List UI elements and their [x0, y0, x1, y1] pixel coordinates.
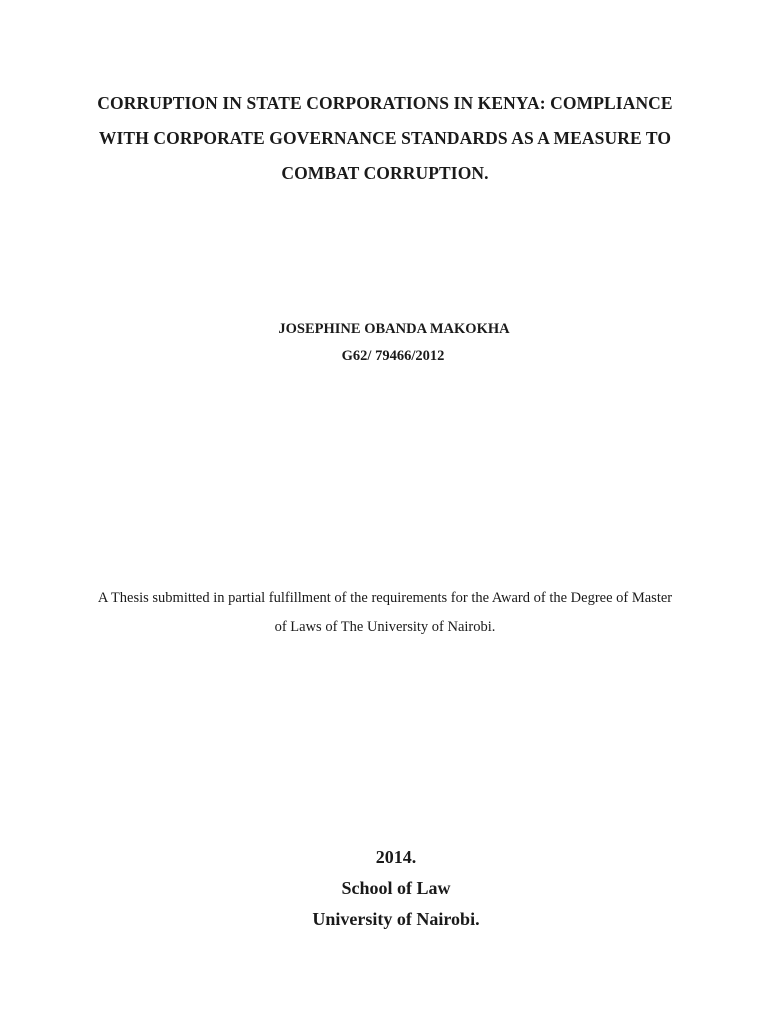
- school-name: School of Law: [341, 878, 451, 898]
- submission-statement: [80, 584, 690, 642]
- submission-year: 2014.: [375, 847, 417, 867]
- submission-statement-line-1: A Thesis submitted in partial fulfillment of the requirements for the Award of the Degree of Master: [97, 590, 673, 606]
- registration-number: G62/ 79466/2012: [341, 348, 445, 364]
- thesis-title-line-2: WITH CORPORATE GOVERNANCE STANDARDS AS A MEASURE TO: [98, 128, 672, 148]
- submission-statement-line-2: of Laws of The University of Nairobi.: [274, 619, 496, 635]
- thesis-title: [60, 86, 710, 191]
- thesis-title-line-3: COMBAT CORRUPTION.: [281, 163, 489, 183]
- university-name: University of Nairobi.: [312, 909, 480, 929]
- thesis-title-line-1: CORRUPTION IN STATE CORPORATIONS IN KENYA: COMPLIANCE: [97, 93, 673, 113]
- footer-block: [0, 842, 770, 935]
- author-block: [0, 316, 770, 370]
- author-name: JOSEPHINE OBANDA MAKOKHA: [278, 321, 510, 337]
